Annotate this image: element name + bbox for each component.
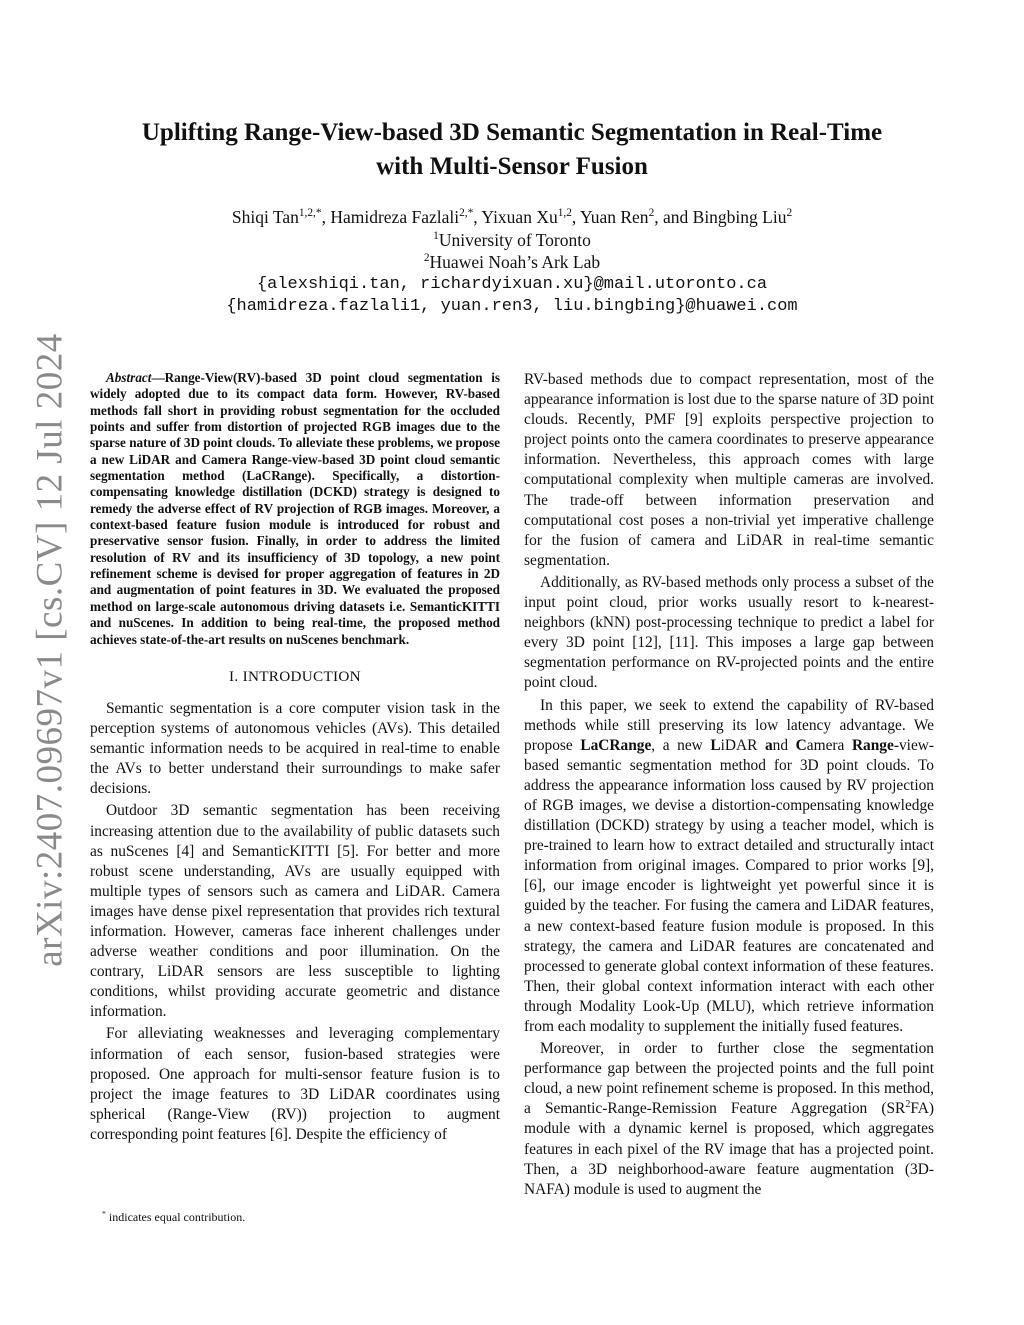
author-name: , and Bingbing Liu — [654, 207, 787, 227]
footnote — [90, 1209, 512, 1225]
left-column — [90, 370, 500, 1147]
text-run: amera — [806, 736, 852, 754]
paper-title — [80, 116, 944, 184]
abstract-text: Range-View(RV)-based 3D point cloud segmentation is widely adopted due to its compact data form. However, RV-based methods fall short in providing robust segmentation for the occluded points and suffer from distortion of projected RGB images due to the sparse nature of 3D point clouds. To alleviate these problems, we propose a new LiDAR and Camera Range-view-based 3D point cloud semantic segmentation method (LaCRange). Specifically, a distortion-compensating knowledge distillation (DCKD) strategy is designed to remedy the adverse effect of RV projection of RGB images. Moreover, a context-based feature fusion module is introduced for robust and preservative sensor fusion. Finally, in order to address the limited resolution of RV and its insufficiency of 3D topology, a new point refinement scheme is devised for proper aggregation of features in 2D and augmentation of point features in 3D. We evaluated the proposed method on large-scale autonomous driving datasets i.e. SemanticKITTI and nuScenes. In addition to being real-time, the proposed method achieves state-of-the-art results on nuScenes benchmark. — [90, 370, 500, 647]
right-paragraph-2: Additionally, as RV-based methods only process a subset of the input point cloud, prior works usually resort to k-nearest-neighbors (kNN) post-processing technique to predict a label for every 3D point [12], [11]. This imposes a large gap between segmentation performance on RV-projected points and the entire point cloud. — [524, 573, 934, 692]
affiliation-mark: 2 — [423, 252, 430, 265]
text-run: Moreover, in order to further close the segmentation performance gap between the projected points and the full point cloud, a new point refinement scheme is proposed. In this method, a Semantic-Range-Remission Feature Aggregation (SR — [524, 1040, 934, 1118]
author-affiliation-mark: 1,2,* — [298, 207, 322, 220]
title-line-1: Uplifting Range-View-based 3D Semantic Segmentation in Real-Time — [141, 119, 883, 146]
affiliation-name: University of Toronto — [438, 229, 591, 250]
right-paragraph-3 — [524, 696, 934, 1038]
intro-paragraph-1: Semantic segmentation is a core computer vision task in the perception systems of autonomous vehicles (AVs). This detailed semantic information needs to be acquired in real-time to enable the AVs to better understand their surroundings to make safer decisions. — [90, 699, 500, 798]
author-affiliation-mark: 2 — [648, 207, 655, 220]
right-paragraph-4 — [524, 1039, 934, 1200]
intro-paragraph-2: Outdoor 3D semantic segmentation has been receiving increasing attention due to the availability of public datasets such as nuScenes [4] and SemanticKITTI [5]. For better and more robust scene understanding, AVs are usually equipped with multiple types of sensors such as camera and LiDAR. Camera images have dense pixel representation that provides rich textural information. However, cameras face inherent challenges under adverse weather conditions and poor illumination. On the contrary, LiDAR sensors are less susceptible to lighting conditions, whilst providing accurate geometric and distance information. — [90, 802, 500, 1021]
footnote-mark: * — [102, 1209, 106, 1218]
method-name: LaCRange — [580, 736, 652, 754]
section-heading-introduction: I. INTRODUCTION — [229, 667, 361, 685]
author-list — [80, 206, 944, 229]
affiliation-name: Huawei Noah’s Ark Lab — [429, 252, 601, 272]
text-run: FA) module with a dynamic kernel is proposed, which aggregates features in each pixel of the RV image that has a projected point. Then, a 3D neighborhood-aware feature augmentation (3D-NAFA) module is used to augment the — [524, 1100, 934, 1198]
author-affiliation-mark: 2 — [786, 207, 793, 220]
superscript: 2 — [905, 1099, 911, 1111]
affiliation-2 — [80, 251, 944, 274]
acronym-letter: L — [710, 736, 721, 754]
author-affiliation-mark: 2,* — [459, 207, 474, 220]
text-run: In this paper, we seek to extend the capability of RV-based methods while still preserving its low latency advantage. We propose — [524, 696, 934, 754]
affiliation-mark: 1 — [433, 229, 439, 242]
affiliation-1 — [80, 229, 944, 252]
abstract-label: Abstract — [106, 370, 152, 385]
acronym-word: Range — [851, 736, 894, 754]
author-name: Shiqi Tan — [231, 207, 299, 227]
intro-paragraph-3: For alleviating weaknesses and leveraging complementary information of each sensor, fusion-based strategies were proposed. One approach for multi-sensor feature fusion is to project the image features to 3D LiDAR coordinates using spherical (Range-View (RV)) projection to augment corresponding point features [6]. Despite the efficiency of — [90, 1025, 500, 1143]
right-column — [524, 370, 934, 1202]
text-run: , a new — [651, 736, 711, 754]
text-run: -view-based semantic segmentation method for 3D point clouds. To address the appearance information loss caused by RV projection of RGB images, we devise a distortion-compensating knowledge distillation (DCKD) strategy by using a teacher model, which is pre-trained to learn how to extract detailed and structurally intact information from original images. Compared to prior works [9], [6], our image encoder is lightweight yet powerful since it is guided by the teacher. For fusing the camera and LiDAR features, a new context-based feature fusion module is proposed. In this strategy, the camera and LiDAR features are concatenated and processed to generate global context information of these features. Then, their global context information interact with each other through Modality Look-Up (MLU), which retrieve information from each modality to supplement the initially fused features. — [524, 736, 935, 1035]
abstract-dash: — — [151, 370, 165, 385]
author-name: , Yuan Ren — [571, 207, 649, 227]
author-name: , Hamidreza Fazlali — [321, 207, 460, 227]
author-affiliation-mark: 1,2 — [557, 207, 572, 220]
acronym-letter: a — [764, 736, 773, 754]
author-name: , Yixuan Xu — [473, 207, 558, 227]
arxiv-identifier-text: arXiv:2407.09697v1 [cs.CV] 12 Jul 2024 — [29, 333, 71, 967]
text-run: nd — [772, 736, 796, 754]
email-line-1: {alexshiqi.tan, richardyixuan.xu}@mail.utoronto.ca — [256, 274, 768, 294]
abstract — [90, 370, 500, 648]
email-line-2: {hamidreza.fazlali1, yuan.ren3, liu.bingbing}@huawei.com — [226, 297, 798, 316]
footnote-text: indicates equal contribution. — [105, 1210, 246, 1224]
author-block — [80, 206, 944, 319]
acronym-letter: C — [795, 736, 807, 754]
text-run: iDAR — [720, 736, 765, 754]
title-line-2: with Multi-Sensor Fusion — [376, 153, 648, 180]
right-paragraph-1: RV-based methods due to compact representation, most of the appearance information is lost due to the sparse nature of 3D point clouds. Recently, PMF [9] exploits perspective projection to project points onto the camera coordinates to preserve appearance information. Nevertheless, this approach comes with large computational complexity when multiple cameras are involved. The trade-off between information preservation and computational cost poses a non-trivial yet imperative challenge for the fusion of camera and LiDAR in real-time semantic segmentation. — [524, 371, 934, 569]
